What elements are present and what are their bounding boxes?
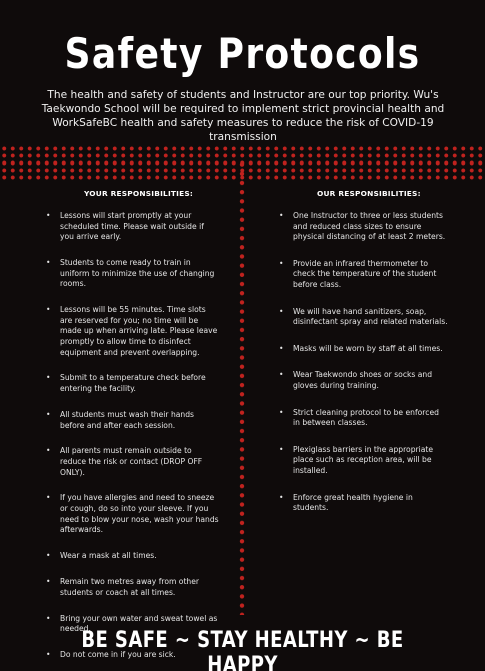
our-responsibilities-heading: OUR RESPONSIBILITIES: bbox=[317, 189, 421, 198]
list-item: • Wear a mask at all times. bbox=[40, 551, 220, 562]
list-item: • Lessons will be 55 minutes. Time slots are reserved for you; no time will be made up when arriving late. Please leave promptly to allow time to disinfect equipment and prevent overlapping. bbox=[40, 305, 220, 358]
list-item: • Bring your own water and sweat towel as needed. bbox=[40, 614, 220, 635]
your-responsibilities-heading: YOUR RESPONSIBILITIES: bbox=[84, 189, 194, 198]
list-item: • Strict cleaning protocol to be enforced in between classes. bbox=[273, 408, 448, 429]
list-item: • Masks will be worn by staff at all times. bbox=[273, 344, 448, 355]
footer-slogan: BE SAFE ~ STAY HEALTHY ~ BE HAPPY bbox=[81, 628, 404, 671]
list-item: • Lessons will start promptly at your scheduled time. Please wait outside if you arrive early. bbox=[40, 211, 220, 243]
poster-title: Safety Protocols bbox=[64, 29, 421, 78]
your-responsibilities-list bbox=[40, 211, 220, 671]
list-item: • All parents must remain outside to reduce the risk or contact (DROP OFF ONLY). bbox=[40, 446, 220, 478]
list-item: • All students must wash their hands before and after each session. bbox=[40, 410, 220, 431]
list-item: • Do not come in if you are sick. bbox=[40, 650, 220, 661]
list-item: • Remain two metres away from other students or coach at all times. bbox=[40, 577, 220, 598]
intro-paragraph: The health and safety of students and Instructor are our top priority. Wu's Taekwondo School will be required to implement strict provincial health and WorkSafeBC health and safety measures to reduce the risk of COVID-19 transmission bbox=[41, 89, 445, 143]
list-item: • We will have hand sanitizers, soap, disinfectant spray and related materials. bbox=[273, 307, 448, 328]
list-item: • Wear Taekwondo shoes or socks and gloves during training. bbox=[273, 370, 448, 391]
list-item: • Provide an infrared thermometer to check the temperature of the student before class. bbox=[273, 259, 448, 291]
list-item: • Submit to a temperature check before entering the facility. bbox=[40, 373, 220, 394]
list-item: • Plexiglass barriers in the appropriate place such as reception area, will be installed. bbox=[273, 445, 448, 477]
list-item: • One Instructor to three or less students and reduced class sizes to ensure physical distancing of at least 2 meters. bbox=[273, 211, 448, 243]
red-dot-divider bbox=[236, 160, 248, 615]
list-item: • Students to come ready to train in uniform to minimize the use of changing rooms. bbox=[40, 258, 220, 290]
list-item: • If you have allergies and need to sneeze or cough, do so into your sleeve. If you need to blow your nose, wash your hands afterwards. bbox=[40, 493, 220, 535]
list-item: • Enforce great health hygiene in students. bbox=[273, 493, 448, 514]
our-responsibilities-list bbox=[273, 211, 448, 530]
